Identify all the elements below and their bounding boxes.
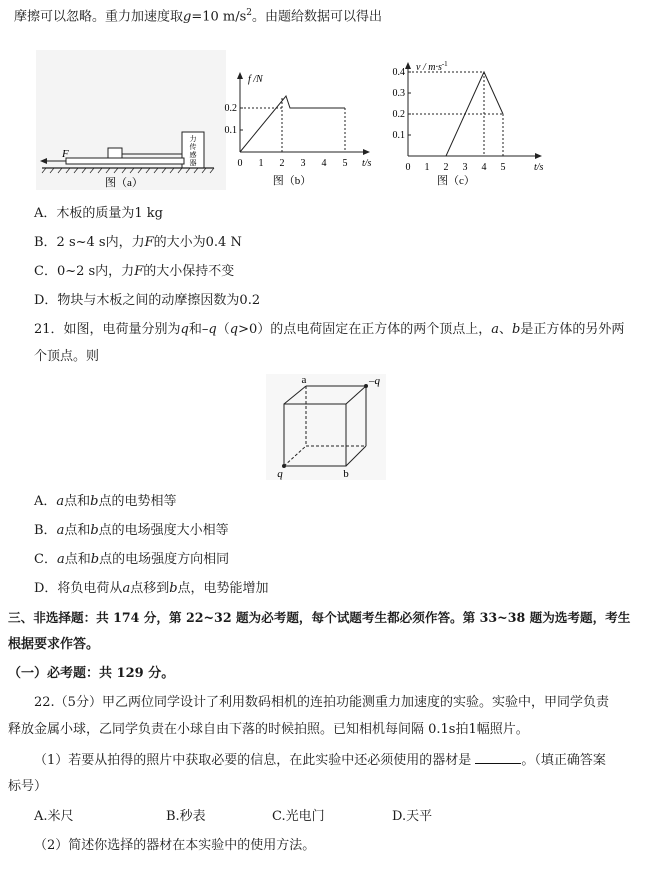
q22-line1: 22.（5分）甲乙两位同学设计了利用数码相机的连拍功能测重力加速度的实验。实验中，甲同学负责	[34, 695, 609, 710]
q20-option-c: C．0~2 s内，力F的大小保持不变	[34, 264, 235, 279]
cube-label-q: q	[277, 468, 283, 480]
c-x-ticklabel-4: 4	[481, 162, 487, 173]
c-x-ticklabel-1: 1	[424, 162, 430, 173]
q22-choice-b: B.秒表	[166, 809, 206, 824]
figure-c	[390, 54, 560, 190]
q20-option-a: A．木板的质量为1 kg	[34, 206, 163, 221]
q21-stem-line2: 个顶点。则	[34, 349, 100, 364]
figure-a	[36, 50, 226, 190]
q22-sub1: （1）若要从拍得的照片中获取必要的信息，在此实验中还必须使用的器材是 。（填正确答案	[34, 753, 606, 768]
c-x-ticklabel-2: 2	[443, 162, 449, 173]
b-x-arrow	[363, 149, 370, 155]
answer-blank[interactable]	[475, 751, 521, 764]
sensor-label-1: 力	[189, 135, 197, 143]
q21-option-a: A．a点和b点的电势相等	[34, 494, 177, 509]
b-y-ticklabel-01: 0.1	[224, 125, 237, 136]
q22-choice-a: A.米尺	[34, 809, 74, 824]
q22-line2: 释放金属小球，乙同学负责在小球自由下落的时候拍照。已知相机每间隔 0.1s拍1幅照片。	[8, 722, 529, 737]
c-x-label: t/s	[534, 162, 544, 173]
block	[108, 148, 122, 158]
q21-option-b: B．a点和b点的电场强度大小相等	[34, 523, 229, 538]
q22-sub2: （2）简述你选择的器材在本实验中的使用方法。	[34, 838, 316, 853]
b-x-ticklabel-0: 0	[237, 158, 243, 169]
figure-c-caption: 图（c）	[437, 175, 475, 187]
c-y-label: $v / m\cdot s^{-1}$	[416, 60, 448, 73]
cube-label-b: b	[343, 468, 349, 480]
q21-option-c: C．a点和b点的电场强度方向相同	[34, 552, 230, 567]
cube-figure	[266, 374, 386, 480]
section3-part1: （一）必考题：共 129 分。	[8, 666, 175, 681]
q22-choice-c: C.光电门	[272, 809, 325, 824]
q20-option-d: D．物块与木板之间的动摩擦因数为0.2	[34, 293, 261, 308]
b-x-ticklabel-2: 2	[279, 158, 285, 169]
figure-a-caption: 图（a）	[105, 177, 143, 189]
intro-line: 摩擦可以忽略。重力加速度取g=10 $m/s^2$。由题给数据可以得出	[14, 8, 383, 25]
c-y-ticklabel-03: 0.3	[392, 88, 405, 99]
b-y-ticklabel-02: 0.2	[224, 103, 237, 114]
q22-choice-d: D.天平	[392, 809, 433, 824]
q21-option-d: D．将负电荷从a点移到b点，电势能增加	[34, 581, 269, 596]
b-x-ticklabel-4: 4	[321, 158, 327, 169]
c-x-ticklabel-3: 3	[462, 162, 468, 173]
c-x-ticklabel-0: 0	[405, 162, 411, 173]
cube-label-neg-q: –q	[369, 375, 380, 387]
c-x-arrow	[535, 153, 542, 159]
board	[66, 158, 184, 164]
sensor-label-4: 器	[189, 159, 197, 167]
b-x-label: t/s	[362, 158, 372, 169]
c-x-ticklabel-5: 5	[500, 162, 506, 173]
force-label: F	[62, 148, 69, 160]
b-x-ticklabel-3: 3	[300, 158, 306, 169]
cube-label-a: a	[301, 374, 307, 386]
b-y-arrow	[237, 72, 243, 79]
c-y-ticklabel-01: 0.1	[392, 130, 405, 141]
b-friction-curve	[240, 96, 345, 152]
figure-b-caption: 图（b）	[272, 175, 312, 187]
sensor-label-2: 传	[189, 143, 197, 151]
section3-heading-line1: 三、非选择题：共 174 分，第 22~32 题为必考题，每个试题考生都必须作答。第 33~38 题为选考题，考生	[8, 610, 631, 625]
section3-heading-line2: 根据要求作答。	[8, 637, 100, 652]
b-y-label: f /N	[248, 74, 263, 85]
q21-stem-line1: 21．如图，电荷量分别为q和–q（q>0）的点电荷固定在正方体的两个顶点上，a、b是正方体的另外两	[34, 322, 625, 337]
c-y-arrow	[405, 62, 411, 69]
charge-neg-q	[364, 384, 368, 388]
c-y-ticklabel-02: 0.2	[392, 109, 405, 120]
q22-sub1-line2: 标号）	[8, 779, 48, 794]
sensor-label-3: 感	[189, 151, 197, 159]
c-y-ticklabel-04: 0.4	[392, 67, 405, 78]
figure-b	[226, 66, 376, 190]
b-x-ticklabel-5: 5	[342, 158, 348, 169]
q20-option-b: B．2 s~4 s内，力F的大小为0.4 N	[34, 235, 242, 250]
b-x-ticklabel-1: 1	[258, 158, 264, 169]
